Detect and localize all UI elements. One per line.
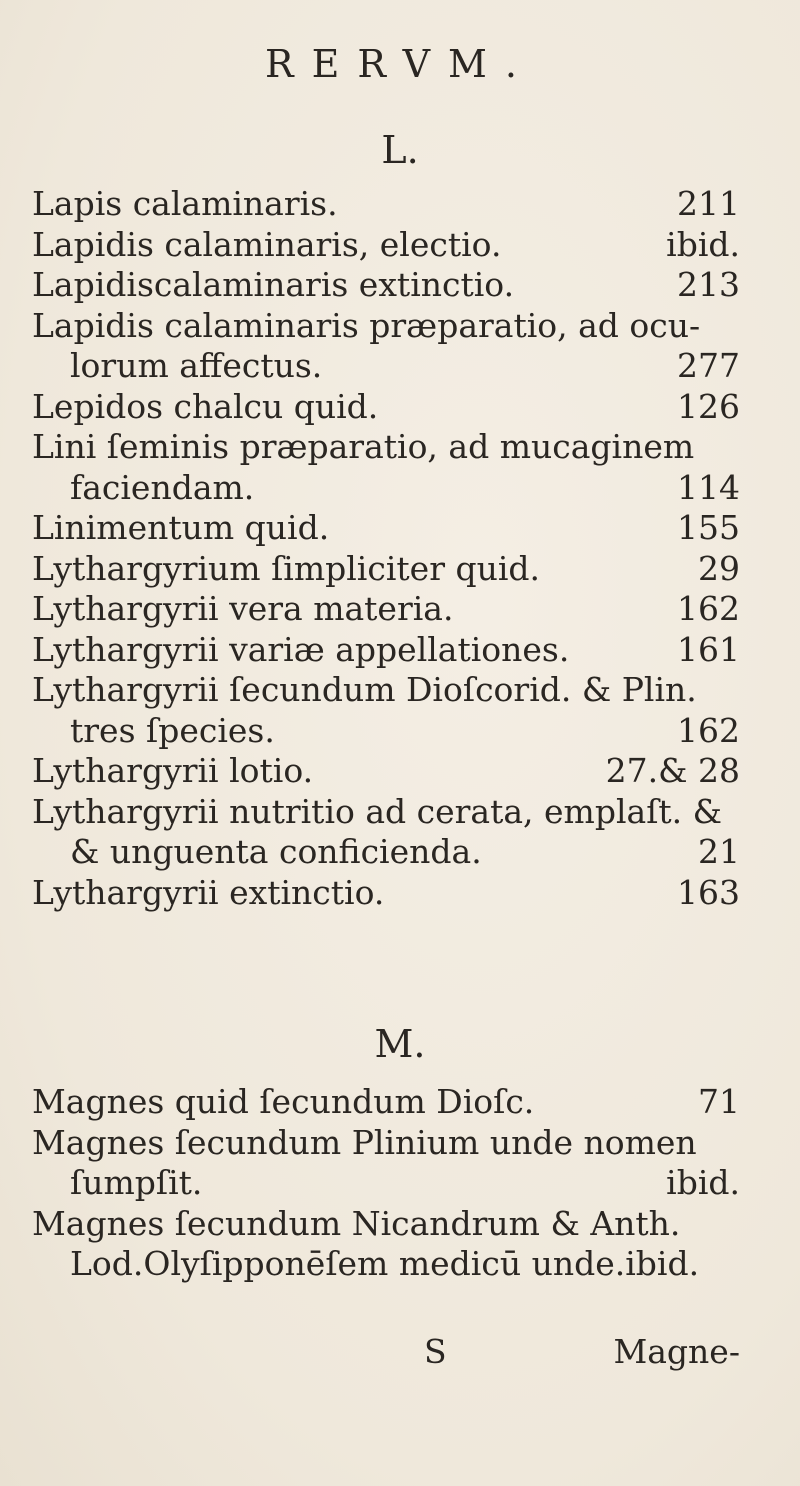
index-entry — [32, 792, 740, 873]
entry-text: lorum affectus. — [70, 346, 323, 385]
index-entry-line — [32, 306, 740, 347]
entry-text: Lythargyrii ſecundum Dioſcorid. & Plin. — [32, 670, 697, 709]
index-entries-l — [32, 184, 740, 913]
section-letter-m: M. — [374, 1022, 426, 1066]
entry-text: Lythargyrii vera materia. — [32, 589, 454, 628]
index-entry-line — [32, 1082, 740, 1123]
index-entry-line — [32, 225, 740, 266]
index-entry — [32, 184, 740, 225]
catchword: Magne- — [613, 1332, 740, 1371]
running-head: RERVM. — [264, 42, 536, 86]
page-number: ibid. — [666, 1163, 740, 1202]
index-entry-line — [32, 630, 740, 671]
index-entry — [32, 1082, 740, 1123]
index-entry-line — [32, 387, 740, 428]
entry-text: Magnes ſecundum Nicandrum & Anth. — [32, 1203, 681, 1243]
entry-text: faciendam. — [70, 467, 255, 507]
index-entry-line — [32, 549, 740, 590]
index-entry-line — [32, 184, 740, 225]
entry-text: Lapidis calaminaris, electio. — [32, 224, 502, 264]
page-number: 162 — [677, 710, 740, 750]
entry-text: Lapidis calaminaris præparatio, ad ocu- — [32, 305, 701, 345]
page-number: 27.& 28 — [605, 751, 740, 790]
index-entry — [32, 387, 740, 428]
index-entry-line — [32, 468, 740, 509]
page-number: 29 — [698, 548, 740, 588]
entry-text: & unguenta conficienda. — [70, 832, 482, 871]
page-number: 21 — [698, 832, 740, 871]
section-letter-l: L. — [381, 128, 419, 172]
page-number: 155 — [677, 508, 740, 547]
index-entry-line — [32, 873, 740, 914]
index-entry — [32, 1123, 740, 1204]
entry-text: Lod.Olyſipponēſem medicū unde.ibid. — [70, 1244, 700, 1283]
index-entry-line — [32, 670, 740, 711]
index-entry — [32, 265, 740, 306]
entry-text: tres ſpecies. — [70, 710, 275, 750]
entry-text: Lapidiscalaminaris extinctio. — [32, 265, 515, 304]
index-entry-line — [32, 427, 740, 468]
index-entry-line — [32, 751, 740, 792]
index-entry — [32, 873, 740, 914]
page-number: 213 — [677, 265, 740, 304]
entry-text: Lythargyrii extinctio. — [32, 872, 385, 912]
index-entry-line — [32, 265, 740, 306]
entry-text: Lapis calaminaris. — [32, 184, 338, 223]
index-entry — [32, 670, 740, 751]
index-entry — [32, 427, 740, 508]
index-entry — [32, 1204, 740, 1285]
index-entry-line — [32, 1244, 740, 1285]
entry-text: Lepidos chalcu quid. — [32, 386, 379, 426]
entry-text: Linimentum quid. — [32, 508, 330, 547]
page-number: 277 — [677, 346, 740, 385]
page-number: 126 — [677, 386, 740, 426]
index-entry — [32, 751, 740, 792]
index-entry-line — [32, 508, 740, 549]
index-entry-line — [32, 711, 740, 752]
page-number: 162 — [677, 589, 740, 628]
page-number: ibid. — [666, 224, 740, 264]
page-number: 163 — [677, 872, 740, 912]
page-number: 71 — [698, 1082, 740, 1121]
index-entry — [32, 589, 740, 630]
entry-text: Lini ſeminis præparatio, ad mucaginem — [32, 427, 695, 466]
index-entry — [32, 306, 740, 387]
entry-text: ſumpſit. — [70, 1163, 203, 1202]
entry-text: Lythargyrii nutritio ad cerata, emplaſt. & — [32, 791, 723, 831]
entry-text: Lythargyrii variæ appellationes. — [32, 629, 570, 669]
index-entry-line — [32, 792, 740, 833]
index-entry — [32, 225, 740, 266]
entry-text: Lythargyrium ſimpliciter quid. — [32, 548, 541, 588]
index-entry-line — [32, 1163, 740, 1204]
index-entry — [32, 630, 740, 671]
entry-text: Magnes ſecundum Plinium unde nomen — [32, 1122, 697, 1162]
index-entry-line — [32, 1204, 740, 1245]
index-entry-line — [32, 346, 740, 387]
index-entry-line — [32, 589, 740, 630]
page-number: 114 — [677, 467, 740, 507]
page-number: 161 — [677, 629, 740, 669]
index-entry-line — [32, 1123, 740, 1164]
entry-text: Magnes quid ſecundum Dioſc. — [32, 1082, 535, 1121]
index-entries-m — [32, 1082, 740, 1285]
index-entry-line — [32, 832, 740, 873]
entry-text: Lythargyrii lotio. — [32, 751, 314, 790]
index-entry — [32, 549, 740, 590]
signature-mark: S — [424, 1332, 447, 1371]
index-entry — [32, 508, 740, 549]
page-number: 211 — [677, 184, 740, 223]
